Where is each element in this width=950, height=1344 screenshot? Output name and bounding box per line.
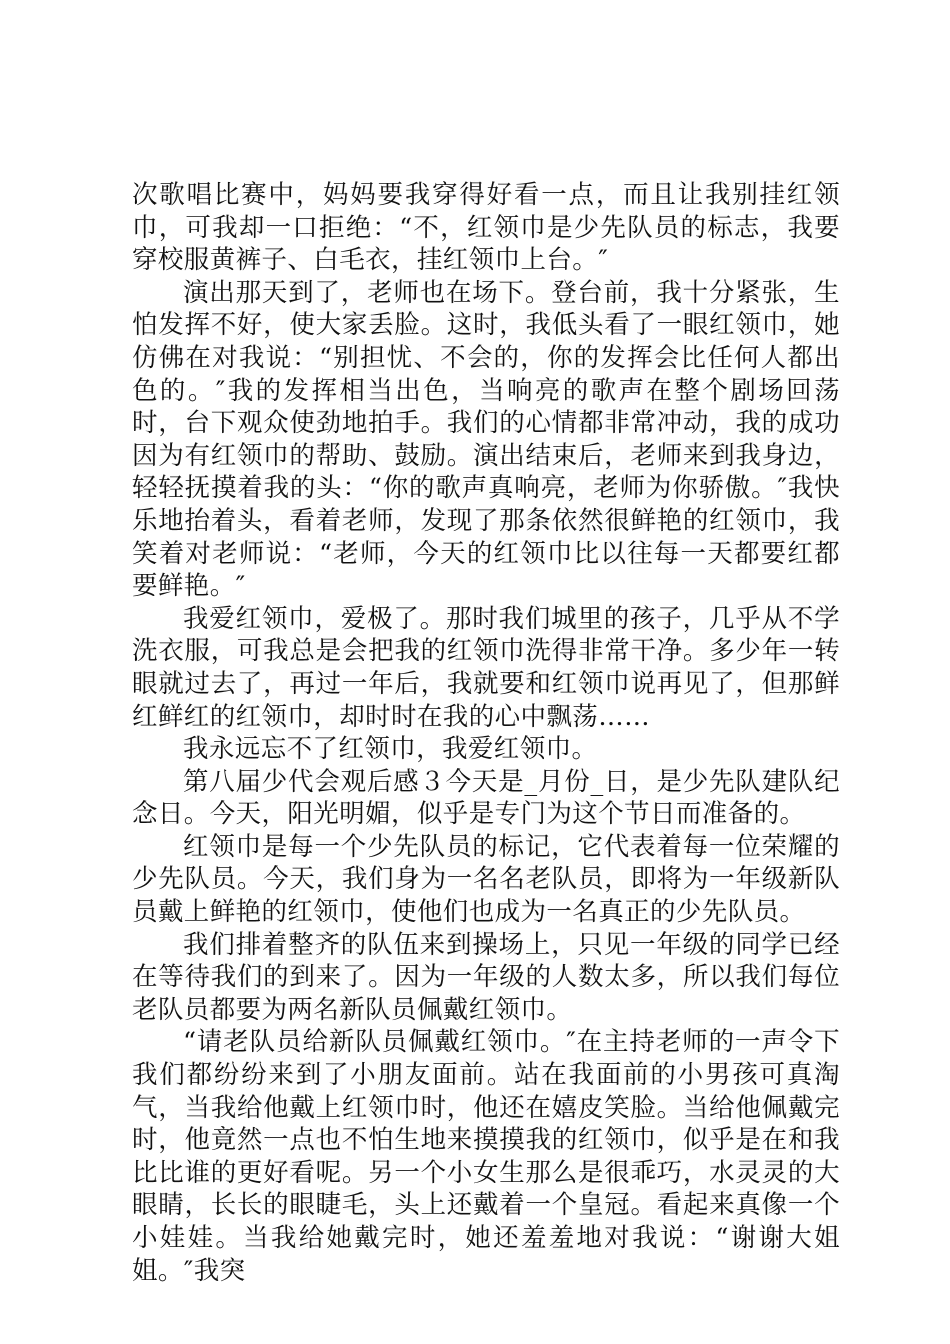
paragraph-4: 我永远忘不了红领巾，我爱红领巾。 — [183, 734, 598, 765]
paragraph-6: 红领巾是每一个少先队员的标记，它代表着每一位荣耀的少先队员。今天，我们身为一名名老队员，即将为一年级新队员戴上鲜艳的红领巾，使他们也成为一名真正的少先队员。 — [132, 831, 840, 928]
paragraph-8: “请老队员给新队员佩戴红领巾。″在主持老师的一声令下我们都纷纷来到了小朋友面前。站在我面前的小男孩可真淘气，当我给他戴上红领巾时，他还在嬉皮笑脸。当给他佩戴完时，他竟然一点也不怕生地来摸摸我的红领巾，似乎是在和我比比谁的更好看呢。另一个小女生那么是很乖巧，水灵灵的大眼睛，长长的眼睫毛，头上还戴着一个皇冠。看起来真像一个小娃娃。当我给她戴完时，她还羞羞地对我说：“谢谢大姐姐。″我突 — [132, 1027, 840, 1286]
document-body — [132, 179, 840, 1287]
paragraph-1: 次歌唱比赛中，妈妈要我穿得好看一点，而且让我别挂红领巾，可我却一口拒绝：“不，红领巾是少先队员的标志，我要穿校服黄裤子、白毛衣，挂红领巾上台。″ — [132, 180, 840, 276]
paragraph-5: 第八届少代会观后感３今天是_月份_日，是少先队建队纪念日。今天，阳光明媚，似乎是专门为这个节日而准备的。 — [132, 766, 840, 830]
paragraph-2: 演出那天到了，老师也在场下。登台前，我十分紧张，生怕发挥不好，使大家丢脸。这时，我低头看了一眼红领巾，她仿佛在对我说：“别担忧、不会的，你的发挥会比任何人都出色的。″我的发挥相当出色，当响亮的歌声在整个剧场回荡时，台下观众使劲地拍手。我们的心情都非常冲动，我的成功因为有红领巾的帮助、鼓励。演出结束后，老师来到我身边，轻轻抚摸着我的头：“你的歌声真响亮，老师为你骄傲。″我快乐地抬着头，看着老师，发现了那条依然很鲜艳的红领巾，我笑着对老师说：“老师，今天的红领巾比以往每一天都要红都要鲜艳。″ — [132, 277, 840, 602]
paragraph-7: 我们排着整齐的队伍来到操场上，只见一年级的同学已经在等待我们的到来了。因为一年级的人数太多，所以我们每位老队员都要为两名新队员佩戴红领巾。 — [132, 929, 840, 1025]
paragraph-3: 我爱红领巾，爱极了。那时我们城里的孩子，几乎从不学洗衣服，可我总是会把我的红领巾洗得非常干净。多少年一转眼就过去了，再过一年后，我就要和红领巾说再见了，但那鲜红鲜红的红领巾，却时时在我的心中飘荡…… — [132, 603, 840, 732]
